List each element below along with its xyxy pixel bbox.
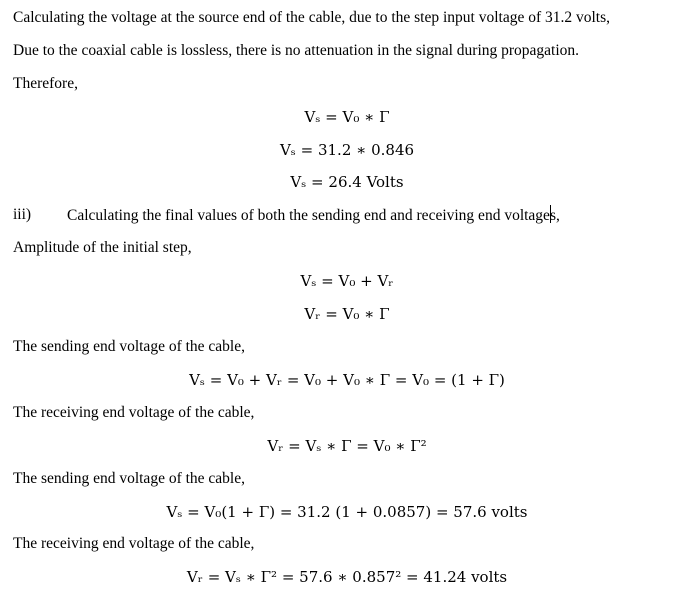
equation-1: Vₛ = V₀ ∗ Γ [304, 108, 390, 126]
equation-5: Vᵣ = V₀ ∗ Γ [304, 305, 390, 323]
section-heading-tail: s, [549, 207, 560, 224]
equation-9: Vᵣ = Vₛ ∗ Γ² = 57.6 ∗ 0.857² = 41.24 volts [186, 568, 508, 586]
equation-2: Vₛ = 31.2 ∗ 0.846 [279, 141, 415, 159]
therefore-text: Therefore, [13, 75, 78, 92]
receiving-end-label-2: The receiving end voltage of the cable, [13, 535, 255, 552]
section-number: iii) [13, 206, 32, 223]
sending-end-label-1: The sending end voltage of the cable, [13, 338, 245, 355]
equation-7: Vᵣ = Vₛ ∗ Γ = V₀ ∗ Γ² [267, 437, 427, 455]
amplitude-label: Amplitude of the initial step, [13, 239, 192, 256]
receiving-end-label-1: The receiving end voltage of the cable, [13, 404, 255, 421]
intro-line-1: Calculating the voltage at the source end of the cable, due to the step input voltage of 31.2 volts, [13, 9, 611, 26]
equation-3: Vₛ = 26.4 Volts [290, 173, 404, 191]
sending-end-label-2: The sending end voltage of the cable, [13, 470, 245, 487]
equation-4: Vₛ = V₀ + Vᵣ [300, 272, 394, 290]
equation-6: Vₛ = V₀ + Vᵣ = V₀ + V₀ ∗ Γ = V₀ = (1 + Γ) [189, 371, 505, 389]
intro-line-2: Due to the coaxial cable is lossless, there is no attenuation in the signal during propagation. [13, 42, 580, 59]
equation-8: Vₛ = V₀(1 + Γ) = 31.2 (1 + 0.0857) = 57.6 volts [166, 503, 528, 521]
section-heading[interactable] [67, 205, 560, 226]
section-heading-text: Calculating the final values of both the sending end and receiving end voltage [67, 207, 550, 224]
